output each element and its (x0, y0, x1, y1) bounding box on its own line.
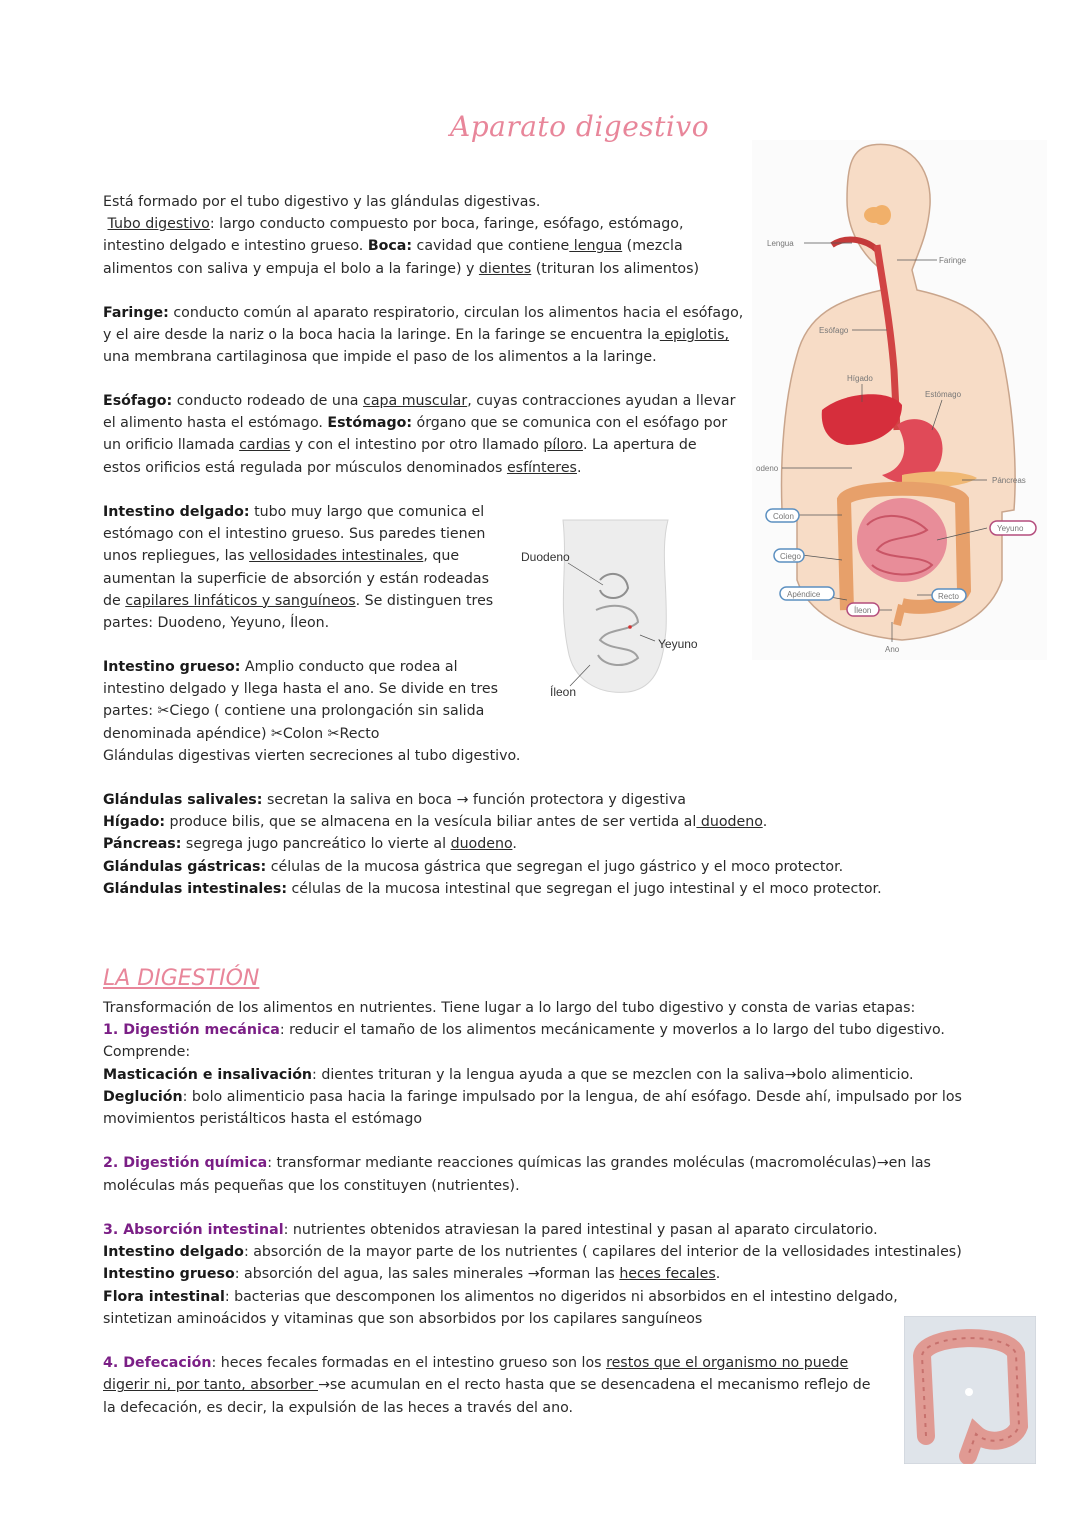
label-duodeno-small: Duodeno (521, 550, 570, 564)
label-higado: Hígado (847, 374, 873, 383)
label-ano: Ano (885, 645, 900, 654)
label-yeyuno-small: Yeyuno (658, 637, 698, 651)
label-lengua: Lengua (767, 239, 794, 248)
label-faringe: Faringe (939, 256, 967, 265)
intestino-delgado-paragraph: Intestino delgado: tubo muy largo que comunica el estómago con el intestino grueso. Sus paredes tienen unos repliegues, las vellosidades intestinales, que aumentan la superficie de absorción y están rodeadas de capilares linfáticos y sanguíneos. Se distinguen tres partes: Duodeno, Yeyuno, Íleon. (103, 504, 494, 632)
esofago-paragraph: Esófago: conducto rodeado de una capa muscular, cuyas contracciones ayudan a llevar el alimento hasta el estómago. Estómago: órgano que se comunica con el esófago por un orificio llamada cardias y con el intestino por otro llamado píloro. La apertura de estos orificios está regulada por músculos denominados esfínteres. (103, 393, 736, 476)
svg-text:Íleon: Íleon (854, 606, 872, 615)
label-esofago: Esófago (819, 326, 849, 335)
label-yeyuno-pill (990, 521, 1036, 535)
label-apendice-pill (780, 587, 834, 600)
label-ileon-pill (847, 603, 879, 616)
svg-text:Recto: Recto (938, 592, 959, 601)
glandulas-list: Glándulas salivales: secretan la saliva en boca → función protectora y digestiva Hígado: produce bilis, que se almacena en la vesícula biliar antes de ser vertida al duodeno. Páncreas: segrega jugo pancreático lo vierte al duodeno. Glándulas gástricas: células de la mucosa gástrica que segregan el jugo gástrico y el moco protector. Glándulas intestinales: células de la mucosa intestinal que segregan el jugo intestinal y el moco protector. (103, 792, 882, 897)
label-recto-pill (932, 589, 966, 602)
svg-text:Ciego: Ciego (780, 552, 801, 561)
label-estomago: Estómago (925, 390, 962, 399)
label-colon-pill (766, 509, 799, 522)
label-pancreas: Páncreas (992, 476, 1026, 485)
label-duodeno: odeno (756, 464, 779, 473)
label-ciego-pill (774, 549, 804, 562)
intro-paragraph: Está formado por el tubo digestivo y las glándulas digestivas. Tubo digestivo: largo conducto compuesto por boca, faringe, esófago, estómago, intestino delgado e intestino grueso. Boca: cavidad que contiene lengua (mezcla alimentos con saliva y empuja el bolo a la faringe) y dientes (trituran los alimentos) (103, 194, 700, 277)
intestino-grueso-paragraph: Intestino grueso: Amplio conducto que rodea al intestino delgado y llega hasta el ano. Se divide en tres partes: ✂Ciego ( contiene una prolongación sin salida denominada apéndice) ✂Colon ✂Recto Glándulas digestivas vierten secreciones al tubo digestivo. (103, 659, 521, 764)
small-intestine-figure (518, 510, 708, 700)
faringe-paragraph: Faringe: conducto común al aparato respiratorio, circulan los alimentos hacia el esófago, y el aire desde la nariz o la boca hacia la laringe. En la faringe se encuentra la epiglotis, una membrana cartilaginosa que impide el paso de los alimentos a la laringe. (103, 305, 744, 366)
page-title: Aparato digestivo (450, 110, 710, 143)
small-intestine-shape (857, 498, 947, 582)
svg-text:Colon: Colon (773, 512, 794, 521)
digestion-body: Transformación de los alimentos en nutrientes. Tiene lugar a lo largo del tubo digestivo y consta de varias etapas: 1. Digestión mecánica: reducir el tamaño de los alimentos mecánicamente y moverlos a lo largo del tubo digestivo. Comprende: Masticación e insalivación: dientes trituran y la lengua ayuda a que se mezclen con la saliva→bolo alimenticio. Deglución: bolo alimenticio pasa hacia la faringe impulsado por la lengua, de ahí esófago. Desde ahí, impulsado por los movimientos peristálticos hasta el estómago 2. Digestión química: transformar mediante reacciones químicas las grandes moléculas (macromoléculas)→en las moléculas más pequeñas que los constituyen (nutrientes). 3. Absorción intestinal: nutrientes obtenidos atraviesan la pared intestinal y pasan al aparato circulatorio. Intestino delgado: absorción de la mayor parte de los nutrientes ( capilares del interior de la vellosidades intestinales) Intestino grueso: absorción del agua, las sales minerales →forman las heces fecales. Flora intestinal: bacterias que descomponen los alimentos no digeridos ni absorbidos en el intestino delgado, sintetizan aminoácidos y vitaminas que son absorbidos por los capilares sanguíneos 4. Defecación: heces fecales formadas en el intestino grueso son los restos que el organismo no puede digerir ni, por tanto, absorber →se acumulan en el recto hasta que se desencadena el mecanismo reflejo de la defecación, es decir, la expulsión de las heces a través del ano. (103, 1000, 962, 1416)
colon-illustration (904, 1316, 1036, 1464)
label-ileon-small: Íleon (550, 685, 577, 699)
svg-text:Apéndice: Apéndice (787, 590, 821, 599)
svg-text:Yeyuno: Yeyuno (997, 524, 1024, 533)
section-heading-digestion: LA DIGESTIÓN (103, 966, 260, 991)
digestive-system-figure (752, 140, 1047, 660)
